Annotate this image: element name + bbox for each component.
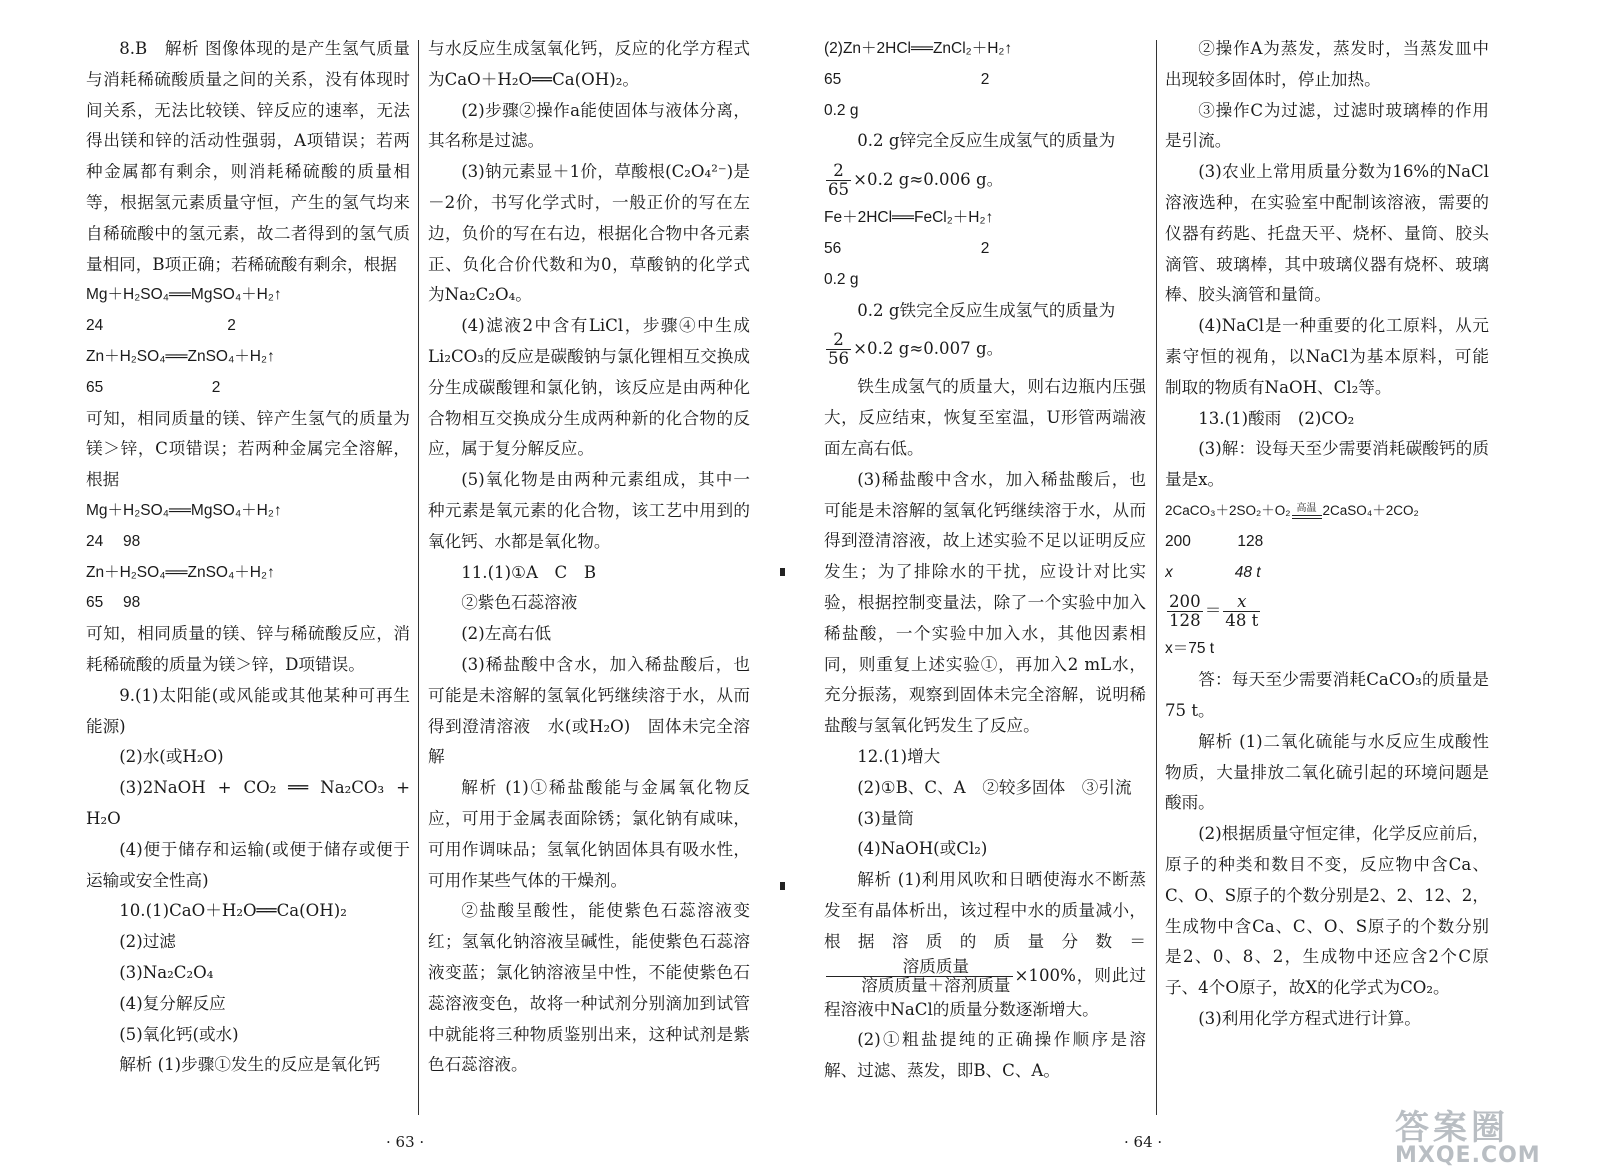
paragraph: 铁生成氢气的质量大，则右边瓶内压强大，反应结束，恢复至室温，U形管两端液面左高右低。 <box>824 377 1146 458</box>
right-page-column-2 <box>1165 34 1489 1114</box>
q13-solution: (3)解：设每天至少需要消耗碳酸钙的质量是x。 <box>1165 439 1489 490</box>
watermark-logo <box>1395 1100 1570 1166</box>
equation-right: 2CaSO₄＋2CO₂ <box>1322 502 1419 518</box>
binding-mark <box>780 882 785 890</box>
fraction <box>1223 593 1260 630</box>
paragraph: ②操作A为蒸发，蒸发时，当蒸发皿中出现较多固体时，停止加热。 <box>1165 39 1489 89</box>
left-page-column-2 <box>428 34 750 1114</box>
q10-analysis: 解析 (1)步骤①发生的反应是氧化钙 <box>119 1055 381 1075</box>
equation-masses: 56 2 <box>824 239 990 257</box>
ratio-line: $\frac{200}{128}$ ＝ $\frac{x}{48 t}$ <box>1169 592 1259 631</box>
q11-answer-4: (3)稀盐酸中含水，加入稀盐酸后，也可能是未溶解的氢氧化钙继续溶于水，从而得到澄清溶液 水(或H₂O) 固体未完全溶解 <box>428 654 750 767</box>
condition-label: 高温 <box>1296 503 1317 515</box>
left-page-column-1 <box>86 34 410 1114</box>
fraction-denominator: 56 <box>828 349 850 369</box>
equation: Mg＋H₂SO₄══MgSO₄＋H₂↑ <box>86 286 282 304</box>
q9-answer-2: (2)水(或H₂O) <box>119 747 224 767</box>
q13-analysis: 解析 (1)二氧化硫能与水反应生成酸性物质，大量排放二氧化硫引起的环境问题是酸雨。 <box>1165 731 1489 813</box>
fraction-numerator: 200 <box>1169 592 1201 612</box>
equation-amount: 0.2 g <box>824 101 859 119</box>
fraction-line <box>824 157 1146 203</box>
q11-analysis: 解析 (1)①稀盐酸能与金属氧化物反应，可用于金属表面除锈；氯化钠有咸味，可用作调味品；氢氧化钠固体具有吸水性，可用作某些气体的干燥剂。 <box>428 778 750 890</box>
q9-answer: 9.(1)太阳能(或风能或其他某种可再生能源) <box>86 685 410 736</box>
q12-answer-2: (2)①B、C、A ②较多固体 ③引流 <box>857 777 1132 797</box>
equation: (2)Zn＋2HCl══ZnCl₂＋H₂↑ <box>824 40 1013 57</box>
watermark-text-top: 答案圈 <box>1395 1108 1509 1148</box>
equals-bar <box>1292 515 1322 519</box>
equation-masses: 65 2 <box>86 378 221 396</box>
fraction-denominator: 48 t <box>1225 611 1259 631</box>
fraction-numerator: 2 <box>826 331 851 350</box>
fraction <box>826 958 1013 995</box>
equation-masses: 65 2 <box>824 70 990 88</box>
fraction <box>826 331 851 368</box>
q12-answer-3: (3)量筒 <box>857 808 914 828</box>
q11-answer: 11.(1)①A C B <box>461 562 597 582</box>
fraction-numerator: 溶质质量 <box>826 958 1013 977</box>
q11-answer-3: (2)左高右低 <box>461 624 552 644</box>
analysis-text: 解析 (1)利用风吹和日晒使海水不断蒸发至有晶体析出，该过程中水的质量减小，根据溶质的质量分数＝ <box>824 870 1146 951</box>
equation-left: 2CaCO₃＋2SO₂＋O₂ <box>1165 502 1291 518</box>
equation-amount: 0.2 g <box>824 270 859 288</box>
fraction-denominator: 65 <box>828 180 850 200</box>
equation-masses: 200 128 <box>1165 532 1264 550</box>
answer: 答：每天至少需要消耗CaCO₃的质量是75 t。 <box>1165 670 1489 720</box>
q10-answer-2: (2)过滤 <box>119 932 176 952</box>
q10-answer-5: (5)氧化钙(或水) <box>119 1024 239 1044</box>
result-text: ×0.2 g≈0.007 g。 <box>853 339 1004 359</box>
equation-variables: x 48 t <box>1165 563 1261 581</box>
paragraph: (3)利用化学方程式进行计算。 <box>1198 1008 1421 1028</box>
q11-answer-2: ②紫色石蕊溶液 <box>461 593 578 613</box>
watermark-text-bottom: MXQE.COM <box>1395 1143 1541 1168</box>
fraction-numerator: x <box>1223 593 1260 612</box>
equation: Fe＋2HCl══FeCl₂＋H₂↑ <box>824 209 994 227</box>
analysis-text: ×100%，则此过程溶液中NaCl的质量分数逐渐增大。 <box>824 965 1146 1019</box>
equation-masses: 24 2 <box>86 317 236 335</box>
paragraph: (2)①粗盐提纯的正确操作顺序是溶解、过滤、蒸发，即B、C、A。 <box>824 1030 1146 1081</box>
binding-mark <box>780 568 785 576</box>
paragraph: (5)氧化物是由两种元素组成，其中一种元素是氧元素的化合物，该工艺中用到的氧化钙、水都是氧化物。 <box>428 470 750 551</box>
paragraph: (2)根据质量守恒定律，化学反应前后，原子的种类和数目不变，反应物中含Ca、C、O、S原子的个数分别是2、2、12、2，生成物中含Ca、C、O、S原子的个数分别是2、0、8、2，生成物中还应含2个C原子、4个O原子，故X的化学式为CO₂。 <box>1165 824 1489 998</box>
fraction-numerator: 2 <box>826 162 851 181</box>
paragraph: (3)农业上常用质量分数为16%的NaCl溶液选种，在实验室中配制该溶液，需要的仪器有药匙、托盘天平、烧杯、量筒、胶头滴管、玻璃棒，其中玻璃仪器有烧杯、玻璃棒、胶头滴管和量筒。 <box>1165 162 1489 305</box>
paragraph: ②盐酸呈酸性，能使紫色石蕊溶液变红；氢氧化钠溶液呈碱性，能使紫色石蕊溶液变蓝；氯化钠溶液呈中性，不能使紫色石蕊溶液变色，故将一种试剂分别滴加到试管中就能将三种物质鉴别出来，这种试剂是紫色石蕊溶液。 <box>428 901 750 1075</box>
paragraph: 与水反应生成氢氧化钙，反应的化学方程式为CaO＋H₂O══Ca(OH)₂。 <box>428 39 750 89</box>
q10-answer: 10.(1)CaO＋H₂O══Ca(OH)₂ <box>119 901 347 921</box>
paragraph: 可知，相同质量的镁、锌产生氢气的质量为镁＞锌，C项错误；若两种金属完全溶解，根据 <box>86 408 410 490</box>
q13-answer: 13.(1)酸雨 (2)CO₂ <box>1198 408 1355 428</box>
paragraph: 0.2 g铁完全反应生成氢气的质量为 <box>857 300 1116 320</box>
column-divider <box>1156 40 1157 1115</box>
paragraph: (4)NaCl是一种重要的化工原料，从元素守恒的视角，以NaCl为基本原料，可能制取的物质有NaOH、Cl₂等。 <box>1165 316 1489 397</box>
fraction-denominator: 128 <box>1169 611 1201 631</box>
q8-answer: 8.B 解析 图像体现的是产生氢气质量与消耗稀硫酸质量之间的关系，没有体现时间关系，无法比较镁、锌反应的速率，无法得出镁和锌的活动性强弱，A项错误；若两种金属都有剩余，则消耗稀硫酸的质量相等，根据氢元素质量守恒，产生的氢气均来自稀硫酸中的氢元素，故二者得到的氢气质量相同，B项正确；若稀硫酸有剩余，根据 <box>86 39 410 274</box>
page-number-left: · 63 · <box>386 1133 425 1151</box>
result: x＝75 t <box>1165 640 1215 658</box>
equation-masses: 65 98 <box>86 594 141 612</box>
equation: Zn＋H₂SO₄══ZnSO₄＋H₂↑ <box>86 347 275 365</box>
result-text: ×0.2 g≈0.006 g。 <box>853 170 1004 190</box>
fraction <box>1167 593 1203 630</box>
equation-masses: 24 98 <box>86 532 141 550</box>
equation: Mg＋H₂SO₄══MgSO₄＋H₂↑ <box>86 501 282 519</box>
q9-answer-3: (3)2NaOH + CO₂ ══ Na₂CO₃ + H₂O <box>86 778 410 828</box>
paragraph: (3)稀盐酸中含水，加入稀盐酸后，也可能是未溶解的氢氧化钙继续溶于水，从而得到澄清溶液，故上述实验不足以证明反应发生；为了排除水的干扰，应设计对比实验，根据控制变量法，除了一个实验中加入稀盐酸，一个实验中加入水，其他因素相同，则重复上述实验①，再加入2 mL水，充分振荡，观察到固体未完全溶解，说明稀盐酸与氢氧化钙发生了反应。 <box>824 469 1146 736</box>
q12-answer-4: (4)NaOH(或Cl₂) <box>857 839 988 859</box>
page-number-right: · 64 · <box>1124 1133 1163 1151</box>
fraction-line <box>824 326 1146 372</box>
paragraph: (2)步骤②操作a能使固体与液体分离，其名称是过滤。 <box>428 100 750 151</box>
q10-answer-3: (3)Na₂C₂O₄ <box>119 962 214 982</box>
equation: Zn＋H₂SO₄══ZnSO₄＋H₂↑ <box>86 563 275 581</box>
paragraph: 0.2 g锌完全反应生成氢气的质量为 <box>857 131 1116 151</box>
paragraph: (3)钠元素显＋1价，草酸根(C₂O₄²⁻)是－2价，书写化学式时，一般正价的写在左边，负价的写在右边，根据化合物中各元素正、负化合价代数和为0，草酸钠的化学式为Na₂C₂O₄。 <box>428 162 750 305</box>
reaction-condition <box>1292 503 1322 519</box>
q9-answer-4: (4)便于储存和运输(或便于储存或便于运输或安全性高) <box>86 839 410 890</box>
q12-answer: 12.(1)增大 <box>857 746 941 766</box>
paragraph: 可知，相同质量的镁、锌与稀硫酸反应，消耗稀硫酸的质量为镁＞锌，D项错误。 <box>86 624 410 674</box>
q12-analysis <box>824 865 1146 1025</box>
right-page-column-1 <box>824 34 1146 1114</box>
column-divider <box>418 40 419 1115</box>
paragraph: ③操作C为过滤，过滤时玻璃棒的作用是引流。 <box>1165 100 1489 151</box>
q10-answer-4: (4)复分解反应 <box>119 993 226 1013</box>
paragraph: (4)滤液2中含有LiCl，步骤④中生成Li₂CO₃的反应是碳酸钠与氯化锂相互交换成分生成碳酸锂和氯化钠，该反应是由两种化合物相互交换成分生成两种新的化合物的反应，属于复分解反应。 <box>428 316 750 459</box>
equation <box>1165 496 1489 527</box>
fraction <box>826 162 851 199</box>
fraction-denominator: 溶质质量＋溶剂质量 <box>861 975 1011 995</box>
